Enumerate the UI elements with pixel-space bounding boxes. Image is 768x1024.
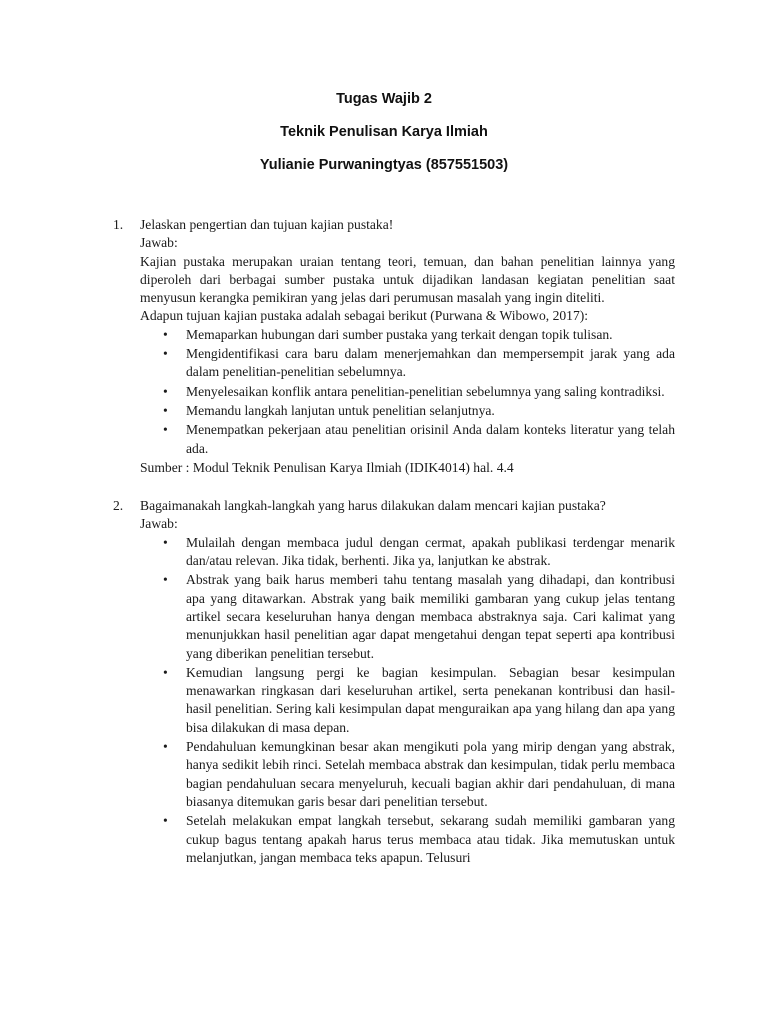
bullet-icon: • — [163, 572, 168, 588]
list-item — [140, 383, 675, 401]
answer-label: Jawab: — [140, 235, 178, 251]
bullet-icon: • — [163, 422, 168, 438]
bullet-icon: • — [163, 534, 168, 550]
list-item-text: Menyelesaikan konflik antara penelitian-penelitian sebelumnya yang saling kontradiksi. — [186, 383, 665, 399]
list-item-text: Memaparkan hubungan dari sumber pustaka yang terkait dengan topik tulisan. — [186, 326, 613, 342]
assignment-title: Tugas Wajib 2 — [336, 91, 432, 107]
bullet-icon: • — [163, 383, 168, 399]
list-item-text: Memandu langkah lanjutan untuk penelitian selanjutnya. — [186, 402, 495, 418]
bullet-icon: • — [163, 326, 168, 342]
list-item — [140, 738, 675, 811]
bullet-icon: • — [163, 346, 168, 362]
list-item — [140, 402, 675, 420]
bullet-icon: • — [163, 664, 168, 680]
question-number: 1. — [113, 217, 124, 232]
list-item — [140, 534, 675, 571]
question-number: 2. — [113, 498, 124, 514]
bullet-icon: • — [163, 813, 168, 829]
list-item — [140, 812, 675, 867]
answer-intro: Adapun tujuan kajian pustaka adalah sebagai berikut (Purwana & Wibowo, 2017): — [140, 308, 589, 324]
list-item-text: Abstrak yang baik harus memberi tahu tentang masalah yang dihadapi, dan kontribusi apa yang ditawarkan. Abstrak yang baik memiliki gambaran yang cukup jelas tentang artikel secara keseluruhan hanya dengan membaca abstraknya saja. Cari kalimat yang menunjukkan hasil penelitian agar dapat mengetahui dengan tepat seperti apa kontribusi yang diberikan penelitian tersebut. — [186, 572, 675, 661]
list-item — [140, 571, 675, 662]
list-item-text: Pendahuluan kemungkinan besar akan mengikuti pola yang mirip dengan yang abstrak, hanya sedikit lebih rinci. Setelah membaca abstrak dan kesimpulan, tidak perlu membaca bagian pendahuluan secara menyeluruh, kecuali bagian akhir dari pendahuluan, di mana biasanya ditemukan garis besar dari penelitian tersebut. — [186, 739, 675, 809]
answer-paragraph: Kajian pustaka merupakan uraian tentang teori, temuan, dan bahan penelitian lainnya yang diperoleh dari berbagai sumber pustaka untuk dijadikan landasan kegiatan penelitian saat menyusun kerangka pemikiran yang jelas dari perumusan masalah yang ingin diteliti. — [140, 253, 675, 306]
bullet-icon: • — [163, 402, 168, 418]
list-item — [140, 421, 675, 458]
answer-label: Jawab: — [140, 516, 178, 532]
question-text: Bagaimanakah langkah-langkah yang harus dilakukan dalam mencari kajian pustaka? — [140, 498, 606, 514]
list-item — [140, 664, 675, 737]
purpose-list — [140, 326, 675, 458]
author-name: Yulianie Purwaningtyas (857551503) — [259, 157, 509, 173]
list-item-text: Kemudian langsung pergi ke bagian kesimpulan. Sebagian besar kesimpulan menawarkan ringkasan dari keseluruhan artikel, serta penekanan kontribusi dan hasil-hasil penelitian. Sering kali kesimpulan dapat menguraikan apa yang hilang dan apa yang bisa dilakukan di masa depan. — [186, 664, 675, 735]
list-item-text: Setelah melakukan empat langkah tersebut, sekarang sudah memiliki gambaran yang cukup bagus tentang apakah harus terus membaca atau tidak. Jika memutuskan untuk melanjutkan, jangan membaca teks apapun. Telusuri — [186, 813, 675, 865]
list-item — [140, 326, 675, 344]
question-1 — [113, 216, 675, 477]
question-2 — [113, 497, 675, 867]
list-item-text: Menempatkan pekerjaan atau penelitian orisinil Anda dalam konteks literatur yang telah ada. — [186, 422, 675, 456]
question-text: Jelaskan pengertian dan tujuan kajian pustaka! — [140, 217, 394, 232]
document-body — [113, 216, 675, 868]
source-citation: Sumber : Modul Teknik Penulisan Karya Ilmiah (IDIK4014) hal. 4.4 — [140, 459, 514, 475]
steps-list — [140, 534, 675, 867]
course-title: Teknik Penulisan Karya Ilmiah — [280, 124, 488, 140]
document-header — [0, 86, 768, 185]
bullet-icon: • — [163, 739, 168, 755]
list-item-text: Mengidentifikasi cara baru dalam menerjemahkan dan mempersempit jarak yang ada dalam penelitian-penelitian sebelumnya. — [186, 346, 675, 380]
list-item-text: Mulailah dengan membaca judul dengan cermat, apakah publikasi terdengar menarik dan/atau relevan. Jika tidak, berhenti. Jika ya, lanjutkan ke abstrak. — [186, 534, 675, 569]
list-item — [140, 345, 675, 382]
